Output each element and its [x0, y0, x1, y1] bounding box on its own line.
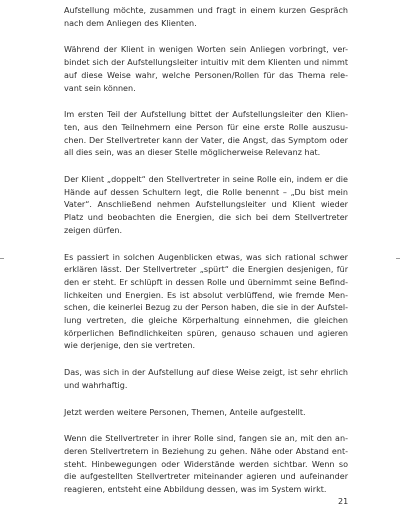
paragraph	[64, 407, 348, 420]
paragraph	[64, 252, 348, 354]
text-line: all dies sein, was an dieser Stelle möglicherweise Relevanz hat.	[64, 148, 321, 158]
text-line: schen, die keinerlei Bezug zu der Person haben, die sie in der Aufstel-	[64, 303, 348, 313]
text-line: Wenn die Stellvertreter in ihrer Rolle sind, fangen sie an, mit den an-	[64, 434, 348, 444]
text-line: auf diese Weise wahr, welche Personen/Rollen für das Thema rele-	[64, 70, 348, 80]
text-line: reagieren, entsteht eine Abbildung dessen, was im System wirkt.	[64, 485, 327, 495]
text-line: erklären lässt. Der Stellvertreter „spürt“ die Energien desjenigen, für	[64, 265, 348, 275]
text-line: vant sein können.	[64, 83, 136, 93]
text-line: Aufstellung möchte, zusammen und fragt in einem kurzen Gespräch	[64, 6, 348, 15]
text-line: Das, was sich in der Aufstellung auf diese Weise zeigt, ist sehr ehrlich	[64, 368, 348, 378]
text-line: ten, aus den Teilnehmern eine Person für eine erste Rolle auszusu-	[64, 122, 348, 132]
text-line: nach dem Anliegen des Klienten.	[64, 18, 197, 28]
text-line: die aufgestellten Stellvertreter miteinander agieren und aufeinander	[64, 472, 348, 482]
text-line: deren Stellvertretern in Beziehung zu gehen. Nähe oder Abstand ent-	[64, 446, 348, 456]
text-line: steht. Hinbewegungen oder Widerstände werden sichtbar. Wenn so	[64, 459, 348, 469]
text-line: Der Klient „doppelt“ den Stellvertreter in seine Rolle ein, indem er die	[64, 175, 348, 185]
text-line: den er steht. Er schlüpft in dessen Rolle und übernimmt seine Befind-	[64, 277, 348, 287]
text-line: Während der Klient in wenigen Worten sein Anliegen vorbringt, ver-	[64, 45, 348, 55]
text-line: Vater“. Anschließend nehmen Aufstellungsleiter und Klient wieder	[64, 200, 348, 210]
text-line: chen. Der Stellvertreter kann der Vater, die Angst, das Symptom oder	[64, 135, 348, 145]
text-line: wie derjenige, den sie vertreten.	[64, 341, 196, 351]
text-line: Jetzt werden weitere Personen, Themen, Anteile aufgestellt.	[64, 407, 306, 417]
right-crop-mark	[396, 258, 400, 259]
paragraph	[64, 367, 348, 392]
paragraph	[64, 174, 348, 238]
paragraph	[64, 433, 348, 497]
text-line: Im ersten Teil der Aufstellung bittet der Aufstellungsleiter den Klien-	[64, 110, 348, 120]
body-text	[64, 5, 348, 511]
text-line: und wahrhaftig.	[64, 380, 128, 390]
text-line: lichkeiten und Energien. Es ist absolut verblüffend, wie fremde Men-	[64, 290, 348, 300]
text-line: lung vertreten, die gleiche Körperhaltung einnehmen, die gleichen	[64, 316, 348, 326]
text-line: Platz und beobachten die Energien, die sich bei dem Stellvertreter	[64, 213, 348, 223]
text-line: Hände auf dessen Schultern legt, die Rolle benennt – „Du bist mein	[64, 187, 348, 197]
paragraph	[64, 109, 348, 160]
text-line: Es passiert in solchen Augenblicken etwas, was sich rational schwer	[64, 252, 348, 262]
text-line: körperlichen Befindlichkeiten spüren, genauso schauen und agieren	[64, 328, 348, 338]
paragraph	[64, 44, 348, 95]
text-line: bindet sich der Aufstellungsleiter intuitiv mit dem Klienten und nimmt	[64, 58, 348, 68]
page-number: 21	[338, 497, 349, 506]
left-crop-mark	[0, 258, 4, 259]
paragraph	[64, 5, 348, 30]
text-line: zeigen dürfen.	[64, 225, 123, 235]
